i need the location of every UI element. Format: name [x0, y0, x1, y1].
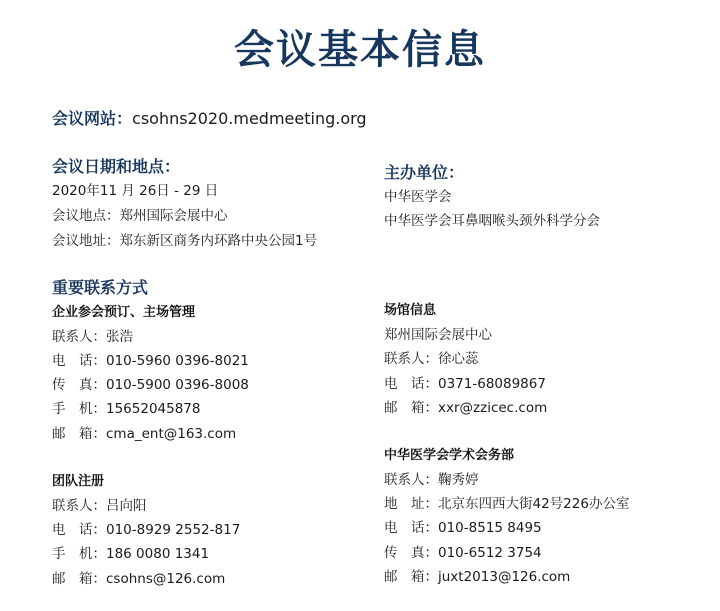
enterprise-fax: 传 真：010-5900 0396-8008 — [52, 377, 249, 393]
cma-email[interactable]: 邮 箱：juxt2013@126.com — [384, 569, 571, 585]
enterprise-mobile: 手 机：15652045878 — [52, 401, 201, 417]
enterprise-phone: 电 话：010-5960 0396-8021 — [52, 353, 249, 369]
organizer-heading: 主办单位： — [384, 163, 465, 182]
date-venue-heading: 会议日期和地点： — [52, 157, 181, 176]
group-email[interactable]: 邮 箱：csohns@126.com — [52, 571, 226, 587]
website-link[interactable]: csohns2020.medmeeting.org — [132, 109, 367, 128]
venue-info-email[interactable]: 邮 箱：xxr@zzicec.com — [384, 400, 548, 416]
cma-title: 中华医学会学术会务部 — [384, 448, 515, 463]
website-label: 会议网站： — [52, 109, 133, 128]
venue-info-phone: 电 话：0371-68089867 — [384, 376, 546, 392]
enterprise-email[interactable]: 邮 箱：cma_ent@163.com — [52, 426, 237, 442]
organizer-line: 中华医学会 — [384, 189, 452, 205]
cma-address: 地 址：北京东四西大街42号226办公室 — [384, 496, 630, 512]
page-title: 会议基本信息 — [234, 27, 486, 73]
enterprise-contact: 联系人：张浩 — [52, 329, 133, 345]
date-line: 2020年11 月 26日 - 29 日 — [52, 183, 219, 199]
cma-phone: 电 话：010-8515 8495 — [384, 520, 542, 536]
venue-line: 会议地点：郑州国际会展中心 — [52, 208, 228, 224]
cma-contact: 联系人：鞠秀婷 — [384, 472, 479, 488]
venue-info-name: 郑州国际会展中心 — [384, 327, 492, 343]
enterprise-title: 企业参会预订、主场管理 — [52, 305, 196, 320]
group-mobile: 手 机：186 0080 1341 — [52, 546, 210, 562]
venue-info-title: 场馆信息 — [384, 303, 437, 318]
website-row — [52, 106, 367, 129]
organizer-line: 中华医学会耳鼻咽喉头颈外科学分会 — [384, 213, 600, 229]
venue-info-contact: 联系人：徐心蕊 — [384, 351, 479, 367]
group-phone: 电 话：010-8929 2552-817 — [52, 522, 241, 538]
group-contact: 联系人：吕向阳 — [52, 498, 147, 514]
address-line: 会议地址：郑东新区商务内环路中央公园1号 — [52, 233, 318, 249]
group-title: 团队注册 — [52, 474, 105, 489]
cma-fax: 传 真：010-6512 3754 — [384, 545, 542, 561]
contacts-heading: 重要联系方式 — [52, 278, 149, 297]
